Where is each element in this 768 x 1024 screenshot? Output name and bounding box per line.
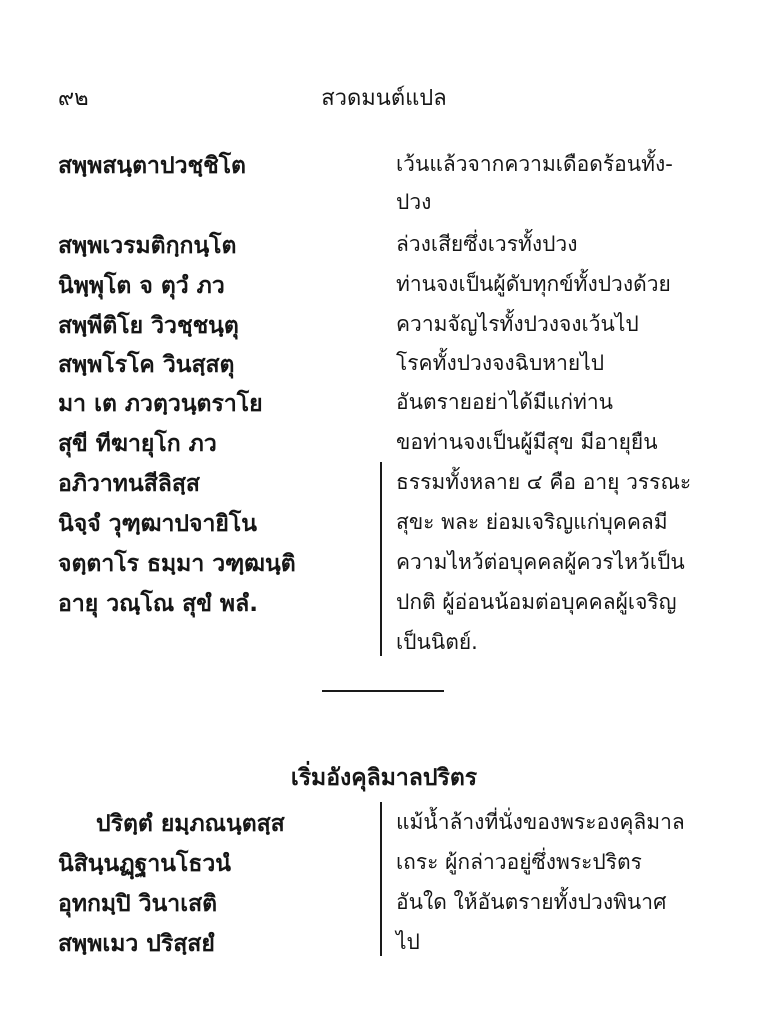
thai-line: ปวง xyxy=(396,190,432,214)
stanza-thai-line: ความไหว้ต่อบุคคลผู้ควรไหว้เป็น xyxy=(396,550,685,574)
pali-line: สพฺพโรโค วินสฺสตุ xyxy=(58,352,235,378)
section-divider xyxy=(322,690,444,692)
section-thai-line: เถระ ผู้กล่าวอยู่ซึ่งพระปริตร xyxy=(396,850,642,874)
stanza-thai-line: สุขะ พละ ย่อมเจริญแก่บุคคลมี xyxy=(396,510,668,534)
thai-line: ท่านจงเป็นผู้ดับทุกข์ทั้งปวงด้วย xyxy=(396,272,671,296)
section-pali-line: อุทกมฺปิ วินาเสติ xyxy=(58,891,218,917)
thai-line: ความจัญไรทั้งปวงจงเว้นไป xyxy=(396,312,639,336)
section-thai-line: แม้น้ำล้างที่นั่งของพระองคุลิมาล xyxy=(396,810,685,834)
stanza-pali-line: อายุ วณฺโณ สุขํ พลํ. xyxy=(58,591,258,617)
stanza-thai-line: ธรรมทั้งหลาย ๔ คือ อายุ วรรณะ xyxy=(396,470,692,494)
pali-line: มา เต ภวตฺวนฺตราโย xyxy=(58,391,263,417)
pali-line: สพฺพเวรมติกฺกนฺโต xyxy=(58,233,237,259)
stanza-thai-line: เป็นนิตย์. xyxy=(396,630,478,654)
thai-line: เว้นแล้วจากความเดือดร้อนทั้ง- xyxy=(396,152,673,176)
thai-line: อันตรายอย่าได้มีแก่ท่าน xyxy=(396,390,613,414)
section-thai-line: ไป xyxy=(396,930,420,954)
running-header: สวดมนต์แปล xyxy=(321,86,447,111)
section-pali-line: สพฺพเมว ปริสฺสยํ xyxy=(58,931,215,957)
section-thai-line: อันใด ให้อันตรายทั้งปวงพินาศ xyxy=(396,890,667,914)
section-pali-line: นิสินฺนฏฺฐานโธวนํ xyxy=(58,851,232,877)
stanza-pali-line: นิจฺจํ วุฑฺฒาปจายิโน xyxy=(58,511,257,537)
section-pali-line: ปริตฺตํ ยมฺภณนฺตสฺส xyxy=(96,811,285,837)
thai-line: ล่วงเสียซึ่งเวรทั้งปวง xyxy=(396,232,578,256)
stanza-thai-line: ปกติ ผู้อ่อนน้อมต่อบุคคลผู้เจริญ xyxy=(396,590,677,614)
stanza-pali-line: อภิวาทนสีลิสฺส xyxy=(58,471,200,497)
pali-line: สพฺพีติโย วิวชฺชนฺตุ xyxy=(58,313,239,339)
thai-line: โรคทั้งปวงจงฉิบหายไป xyxy=(396,351,605,375)
thai-line: ขอท่านจงเป็นผู้มีสุข มีอายุยืน xyxy=(396,430,658,454)
pali-line: นิพฺพุโต จ ตุวํ ภว xyxy=(58,273,225,299)
stanza-bracket-line xyxy=(380,462,382,656)
pali-line: สพฺพสนฺตาปวชฺชิโต xyxy=(58,153,246,179)
pali-line: สุขี ทีฆายุโก ภว xyxy=(58,431,217,457)
page-number: ๙๒ xyxy=(58,86,89,111)
section-bracket-line xyxy=(380,802,382,956)
section-title: เริ่มอังคุลิมาลปริตร xyxy=(290,765,478,791)
stanza-pali-line: จตฺตาโร ธมฺมา วฑฺฒนฺติ xyxy=(58,551,296,577)
